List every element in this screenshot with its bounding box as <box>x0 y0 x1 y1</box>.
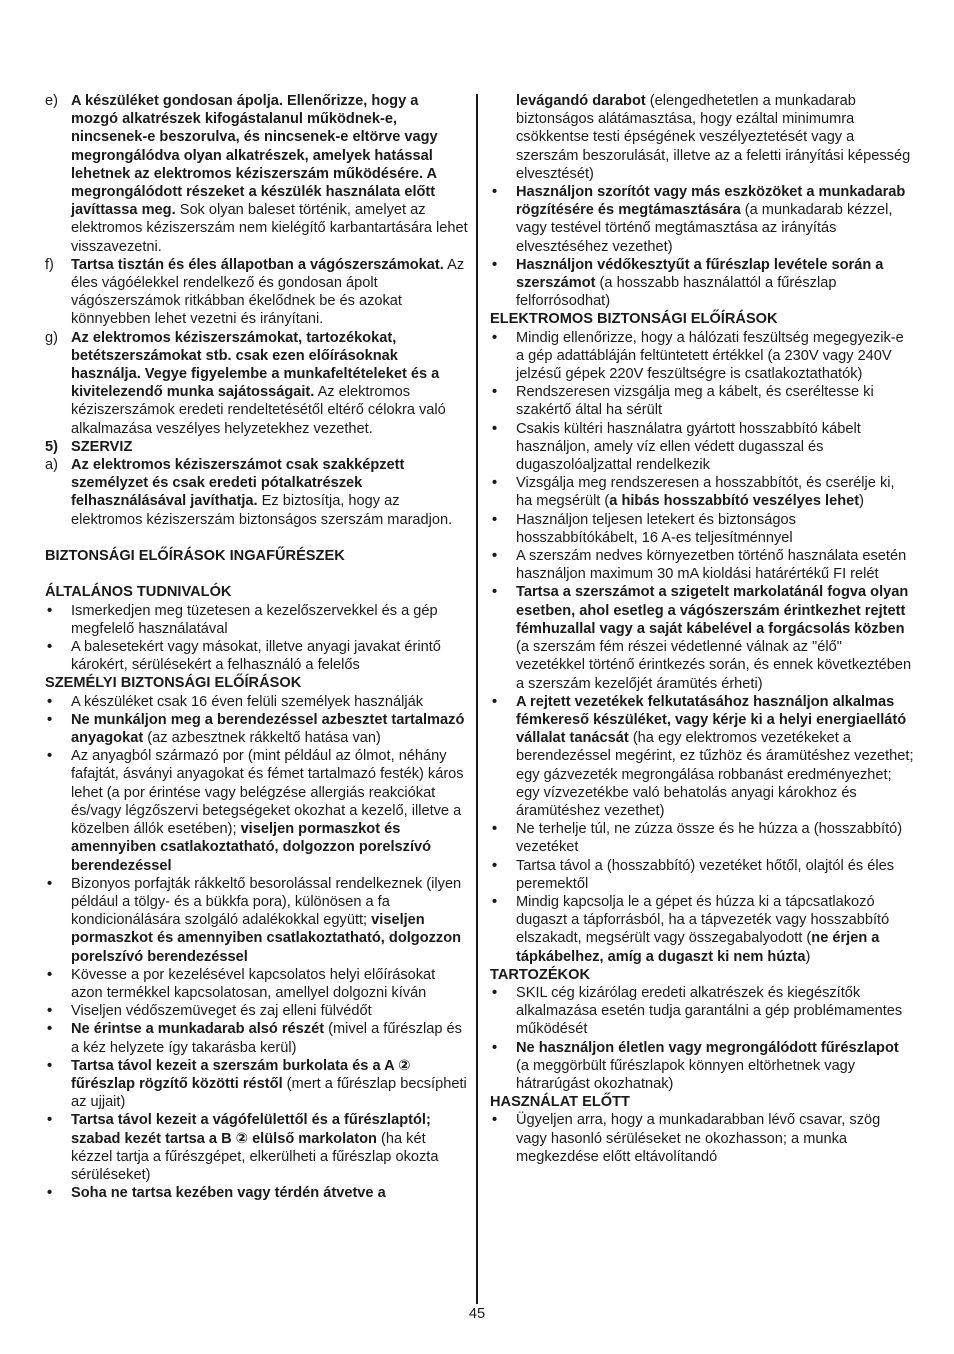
list-item <box>490 329 914 384</box>
bold-text: Tartsa tisztán és éles állapotban a vágószerszámokat. <box>71 256 444 273</box>
list-item <box>45 1111 468 1184</box>
list-item <box>45 602 468 638</box>
list-item <box>45 1002 468 1020</box>
bold-text: ne érjen a tápkábelhez, amíg a dugaszt ki nem húzta <box>516 930 880 965</box>
list-item <box>45 747 468 874</box>
bullet-icon: • <box>47 748 53 765</box>
bullet-icon: • <box>47 1185 53 1202</box>
bold-text: levágandó darabot <box>516 93 646 109</box>
list-item <box>490 420 914 475</box>
list-item-continued <box>490 92 914 183</box>
body-text: Ügyeljen arra, hogy a munkadarabban lévő csavar, szög vagy hasonló sérüléseket ne okozhasson; a munka megkezdése előtt eltávolítandó <box>516 1112 881 1165</box>
body-text: Tartsa távol a (hosszabbító) vezetéket hőtől, olajtól és éles peremektől <box>516 857 895 892</box>
bullet-icon: • <box>492 256 498 273</box>
bold-text: Soha ne tartsa kezében vagy térdén átvetve a <box>71 1185 386 1202</box>
list-marker: f) <box>45 256 54 273</box>
bullet-icon: • <box>492 857 498 874</box>
body-text: (ha két kézzel tartja a fűrészgépet, elkerülheti a fűrészlap okozta sérüléseket) <box>71 1130 439 1183</box>
body-text: A balesetekért vagy másokat, illetve anyagi javakat érintő károkért, sérülésekért a felhasználó a felelős <box>71 639 441 674</box>
list-item <box>490 256 914 311</box>
bullet-icon: • <box>47 875 53 892</box>
bullet-icon: • <box>492 821 498 838</box>
body-text: Rendszeresen vizsgálja meg a kábelt, és cseréltesse ki szakértő által ha sérült <box>516 384 874 419</box>
list-item <box>490 1039 914 1094</box>
bullet-icon: • <box>47 966 53 983</box>
list-item <box>490 820 914 856</box>
page-number: 45 <box>468 1306 486 1322</box>
body-text: (a szerszám fém részei védetlenné válnak az "élő" vezetékkel történő érintkezés során, és ennek következtében a szerszám kezelőjét áramütés érheti) <box>516 639 912 692</box>
bold-text: Használjon védőkesztyűt a fűrészlap levétele során a szerszámot <box>516 256 884 292</box>
body-text: (a munkadarab kézzel, vagy testével történő megtámasztása az irányítás elvesztéséhez vezethet) <box>516 202 893 255</box>
bold-text: Használjon szorítót vagy más eszközöket a munkadarab rögzítésére és megtámasztására <box>516 184 906 219</box>
bold-text: Ne munkáljon meg a berendezéssel azbesztet tartalmazó anyagokat <box>71 711 465 747</box>
body-text: (mert a fűrészlap becsípheti az ujjait) <box>71 1075 467 1111</box>
body-text: SKIL cég kizárólag eredeti alkatrészek és kiegészítők alkalmazása esetén tudja garantálni a gép problémamentes működését <box>516 984 903 1038</box>
accessories-heading: TARTOZÉKOK <box>490 966 590 983</box>
body-text: (az azbesztnek rákkeltő hatása van) <box>143 730 381 747</box>
body-text: Az éles vágóélekkel rendelkező és gondosan ápolt vágószerszámok ritkábban ékelődnek be és azokat könnyebben lehet vezetni és irányítani. <box>71 256 465 328</box>
list-item <box>45 1057 468 1112</box>
bullet-icon: • <box>492 384 498 401</box>
bold-text: Tartsa távol kezeit a szerszám burkolata és a A ② fűrészlap rögzítő közötti réstől <box>71 1057 411 1092</box>
column-divider <box>476 94 478 1304</box>
list-item <box>45 1184 468 1202</box>
body-text: Ne terhelje túl, ne zúzza össze és he húzza a (hosszabbító) vezetéket <box>516 821 903 856</box>
list-item <box>45 711 468 747</box>
list-item <box>490 893 914 966</box>
electrical-safety-heading: ELEKTROMOS BIZTONSÁGI ELŐÍRÁSOK <box>490 311 778 328</box>
bold-text: Ne használjon életlen vagy megrongálódott fűrészlapot <box>516 1039 899 1056</box>
body-text: Ez biztosítja, hogy az elektromos kéziszerszám biztonságos szerszám maradjon. <box>71 493 453 528</box>
body-text: Az anyagból származó por (mint például az ólmot, néhány fafajtát, ásványi anyagokat és fémet tartalmazó festék) káros lehet (a por érintése vagy belégzése allergiás reakciókat és/vagy légzőszervi betegségeket okozhat a kezelő, illetve a közelben állók esetében); <box>71 748 464 838</box>
bullet-icon: • <box>492 329 498 346</box>
body-text: Vizsgálja meg rendszeresen a hosszabbítót, és cserélje ki, ha megsérült ( <box>516 475 895 510</box>
bold-text: A rejtett vezetékek felkutatásához használjon alkalmas fémkereső készüléket, vagy kérje ki a helyi energiaellátó vállalat tanácsát <box>516 693 907 747</box>
list-item <box>490 583 914 692</box>
list-marker: g) <box>45 329 58 346</box>
bullet-icon: • <box>47 1057 53 1074</box>
bullet-icon: • <box>47 693 53 710</box>
list-item <box>45 693 468 711</box>
body-text: Az elektromos kéziszerszámok eredeti rendeltetésétől eltérő célokra való alkalmazása veszélyes helyzetekhez vezethet. <box>71 384 446 437</box>
bullet-icon: • <box>492 475 498 492</box>
bullet-icon: • <box>47 1003 53 1020</box>
body-text: Bizonyos porfajták rákkeltő besorolással rendelkeznek (ilyen például a tölgy- és a bükkfa pora), különösen a fa kondicionálására szolgáló adalékokkal együtt; <box>71 875 462 929</box>
list-item <box>490 984 914 1039</box>
bold-text: Az elektromos kéziszerszámokat, tartozékokat, betétszerszámokat stb. csak ezen előírásoknak használja. Vegye figyelembe a munkafeltételeket és a kivitelezendő munka sajátosságait. <box>71 329 440 401</box>
body-text: (elengedhetetlen a munkadarab biztonságos alátámasztása, hogy ezáltal minimumra csökkentse testi épségének veszélyeztetését vagy a szerszám beszorulását, illetve az a feletti irányítási képesség elvesztését) <box>516 93 911 182</box>
bullet-icon: • <box>492 584 498 601</box>
list-item <box>45 1020 468 1056</box>
before-use-heading: HASZNÁLAT ELŐTT <box>490 1094 630 1111</box>
bullet-icon: • <box>492 548 498 565</box>
bullet-icon: • <box>492 693 498 710</box>
bold-text: viseljen pormaszkot és amennyiben csatlakoztatható, dolgozzon porelszívó berendezéssel <box>71 821 432 874</box>
body-text: (a meggörbült fűrészlapok könnyen eltörhetnek vagy hátrarúgást okozhatnak) <box>516 1057 856 1092</box>
bullet-icon: • <box>47 1112 53 1129</box>
item-f <box>45 256 468 329</box>
list-item <box>490 474 914 510</box>
list-item <box>45 966 468 1002</box>
body-text: Ismerkedjen meg tüzetesen a kezelőszervekkel és a gép megfelelő használatával <box>71 602 438 637</box>
bullet-icon: • <box>492 893 498 910</box>
body-text: Csakis kültéri használatra gyártott hosszabbító kábelt használjon, amely víz ellen védett dugasszal és dugaszolóaljzattal rendelkezik <box>516 420 861 474</box>
list-marker: e) <box>45 93 58 109</box>
body-text: Használjon teljesen letekert és biztonságos hosszabbítókábelt, 16 A-es teljesítménnyel <box>516 511 796 546</box>
body-text: ) <box>859 493 864 510</box>
bullet-icon: • <box>492 420 498 437</box>
bullet-icon: • <box>492 1112 498 1129</box>
bullet-icon: • <box>492 1039 498 1056</box>
bullet-icon: • <box>47 602 53 619</box>
list-item <box>45 875 468 966</box>
general-heading: ÁLTALÁNOS TUDNIVALÓK <box>45 584 232 601</box>
bold-text: a hibás hosszabbító veszélyes lehet <box>609 493 860 510</box>
list-item <box>490 183 914 256</box>
body-text: Mindig ellenőrizze, hogy a hálózati feszültség megegyezik-e a gép adattábláján feltüntetett értékkel (a 230V vagy 240V jelzésű gépek 220V feszültségre is csatlakoztathatók) <box>516 329 904 383</box>
section-title: SZERVIZ <box>71 438 133 455</box>
bullet-icon: • <box>47 639 53 656</box>
bold-text: Az elektromos kéziszerszámot csak szakképzett személyzet és csak eredeti pótalkatrészek felhasználásával javíthatja. <box>71 457 405 510</box>
personal-safety-heading: SZEMÉLYI BIZTONSÁGI ELŐÍRÁSOK <box>45 675 302 692</box>
body-text: (ha egy elektromos vezetékeket a berendezéssel megérint, ez tűzhöz és áramütéshez vezethet; egy gázvezeték megrongálása robbanást eredményezhet; egy vízvezetékbe való behatolás anyagi károkhoz és áramütéshez vezethet) <box>516 730 914 819</box>
bullet-icon: • <box>492 984 498 1001</box>
list-marker: 5) <box>45 438 58 455</box>
list-item <box>490 857 914 893</box>
bullet-icon: • <box>47 711 53 728</box>
list-item <box>490 693 914 820</box>
body-text: A szerszám nedves környezetben történő használata esetén használjon maximum 30 mA kioldási határértékű FI relét <box>516 548 907 583</box>
body-text: (mivel a fűrészlap és a kéz helyzete így takarásba kerül) <box>71 1021 462 1056</box>
body-text: Kövesse a por kezelésével kapcsolatos helyi előírásokat azon termékkel kapcsolatosan, amellyel dolgozni kíván <box>71 966 436 1001</box>
bold-text: Tartsa a szerszámot a szigetelt markolatánál fogva olyan esetben, ahol esetleg a vágószerszám érintkezhet rejtett fémhuzallal vagy a saját kábelével a forgácsolás közben <box>516 584 909 637</box>
bold-text: Tartsa távol kezeit a vágófelülettől és a fűrészlaptól; szabad kezét tartsa a B ② elülső markolaton <box>71 1112 431 1147</box>
body-text: Mindig kapcsolja le a gépet és húzza ki a tápcsatlakozó dugaszt a tápforrásból, ha a tápvezeték vagy hosszabbító elszakadt, megsérült vagy összegabalyodott ( <box>516 893 890 947</box>
list-item <box>490 383 914 419</box>
bullet-icon: • <box>492 184 498 201</box>
item-a <box>45 456 468 529</box>
body-text: Sok olyan baleset történik, amelyet az elektromos kéziszerszám nem kielégítő karbantartására lehet visszavezetni. <box>71 202 468 255</box>
list-item <box>490 511 914 547</box>
body-text: A készüléket csak 16 éven felüli személyek használják <box>71 693 424 710</box>
item-e <box>45 92 468 256</box>
right-column <box>490 92 914 1166</box>
bold-text: A készüléket gondosan ápolja. Ellenőrizze, hogy a mozgó alkatrészek kifogástalanul működnek-e, nincsenek-e beszorulva, és nincsenek-e eltörve vagy megrongálódva olyan alkatrészek, amelyek hatással lehetnek az elektromos kéziszerszám működésére. A megrongálódott részeket a készülék használata előtt javíttassa meg. <box>71 93 438 219</box>
left-column <box>45 92 468 1202</box>
list-item <box>490 1111 914 1166</box>
section-5-heading <box>45 438 468 456</box>
item-g <box>45 329 468 438</box>
bullet-icon: • <box>47 1021 53 1038</box>
list-item <box>490 547 914 583</box>
body-text: (a hosszabb használattól a fűrészlap felforrósodhat) <box>516 275 837 310</box>
bold-text: viseljen pormaszkot és amennyiben csatlakoztatható, dolgozzon porelszívó berendezéssel <box>71 912 462 965</box>
body-text: ) <box>805 948 811 965</box>
list-item <box>45 638 468 674</box>
body-text: Viseljen védőszemüveget és zaj elleni fülvédőt <box>71 1003 372 1020</box>
bullet-icon: • <box>492 511 498 528</box>
bold-text: Ne érintse a munkadarab alsó részét <box>71 1021 325 1038</box>
list-marker: a) <box>45 457 58 474</box>
main-heading: BIZTONSÁGI ELŐÍRÁSOK INGAFŰRÉSZEK <box>45 548 345 565</box>
